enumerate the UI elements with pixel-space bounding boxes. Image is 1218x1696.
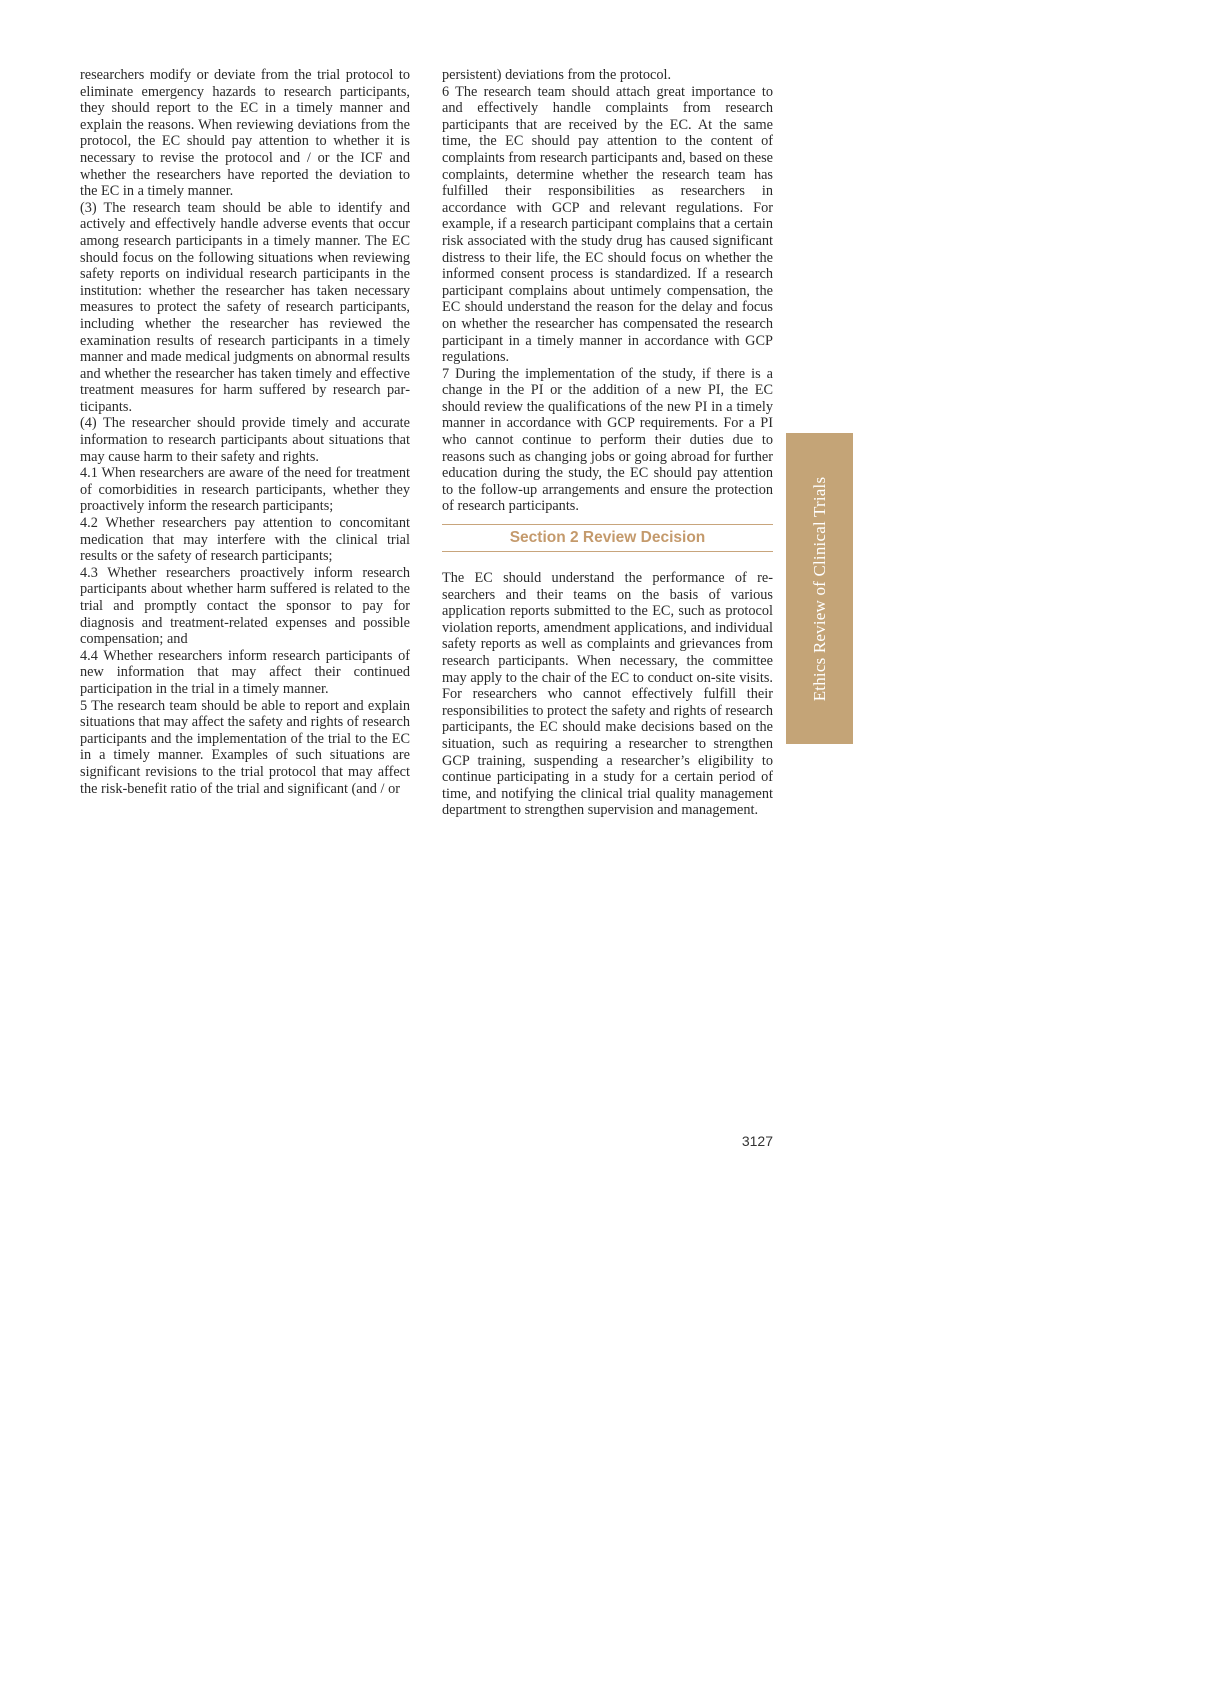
page-number: 3127 <box>741 1133 773 1149</box>
paragraph: 4.1 When researchers are aware of the need for treatment of comorbidities in research participants, whether they proactively inform the research participants; <box>80 465 410 515</box>
section-heading: Section 2 Review Decision <box>442 524 773 552</box>
paragraph: 4.2 Whether researchers pay attention to concomitant medication that may interfere with the clinical trial results or the safety of research participants; <box>80 515 410 565</box>
paragraph: persistent) deviations from the protocol. <box>442 67 672 83</box>
paragraph: 4.4 Whether researchers inform research participants of new information that may affect their continued participation in the trial in a timely manner. <box>80 647 410 697</box>
chapter-side-tab <box>786 433 853 744</box>
chapter-side-tab-label: Ethics Review of Clinical Trials <box>809 476 829 701</box>
paragraph: (4) The researcher should provide timely and accurate information to research participants about situations that may cause harm to their safety and rights. <box>80 415 410 465</box>
paragraph: The EC should understand the performance of researchers and their teams on the basis of various application reports submitted to the EC, such as protocol violation reports, amendment applications, and individual safety reports as well as complaints and grievances from research participants. When necessary, the committee may apply to the chair of the EC to conduct on-site visits. For researchers who cannot effectively fulfill their responsibilities to protect the safety and rights of research participants, the EC should make decisions based on the situation, such as requiring a researcher to strengthen GCP training, suspending a researcher’s eligibility to continue participating in a study for a certain period of time, and notifying the clinical trial quality management department to strengthen supervision and management. <box>442 570 773 819</box>
right-text-column <box>442 67 773 819</box>
paragraph: 6 The research team should attach great importance to and effectively handle complaints from research participants that are received by the EC. At the same time, the EC should pay attention to the content of complaints from research participants and, based on these complaints, determine whether the research team has fulfilled their responsibilities as researchers in accordance with GCP and relevant regulations. For example, if a research participant complains that a certain risk associated with the study drug has caused significant distress to their life, the EC should focus on whether the informed consent process is standardized. If a research participant complains about untimely compensation, the EC should understand the reason for the delay and focus on whether the researcher has compensated the research participant in a timely manner in accordance with GCP regulations. <box>442 83 773 366</box>
paragraph: 4.3 Whether researchers proactively inform research participants about whether harm suffered is related to the trial and promptly contact the sponsor to pay for diagnosis and treatment-related expenses and possible compensation; and <box>80 564 410 648</box>
paragraph: 7 During the implementation of the study, if there is a change in the PI or the addition of a new PI, the EC should review the qualifications of the new PI in a timely manner in accordance with GCP requirements. For a PI who cannot continue to perform their duties due to reasons such as changing jobs or going abroad for further education during the study, the EC should pay attention to the follow-up arrangements and ensure the protection of research participants. <box>442 365 773 515</box>
paragraph: (3) The research team should be able to identify and actively and effectively handle adverse events that occur among research participants in a timely manner. The EC should focus on the following situations when reviewing safety reports on individual research participants in the institution: whether the researcher has taken necessary measures to protect the safety of research participants, including whether the researcher has reviewed the examination results of research participants in a timely manner and made medical judgments on abnormal results and whether the researcher has taken timely and effective treatment measures for harm suffered by research participants. <box>80 199 410 415</box>
paragraph: researchers modify or deviate from the trial protocol to eliminate emergency hazards to research participants, they should report to the EC in a timely manner and explain the reasons. When reviewing deviations from the protocol, the EC should pay attention to whether it is necessary to revise the protocol and / or the ICF and whether the researchers have reported the deviation to the EC in a timely manner. <box>80 67 410 200</box>
paragraph: 5 The research team should be able to report and explain situations that may affect the safety and rights of research participants and the implementation of the trial to the EC in a timely manner. Examples of such situations are significant revisions to the trial protocol that may affect the risk-benefit ratio of the trial and significant (and / or <box>80 697 410 797</box>
left-text-column <box>80 67 410 797</box>
